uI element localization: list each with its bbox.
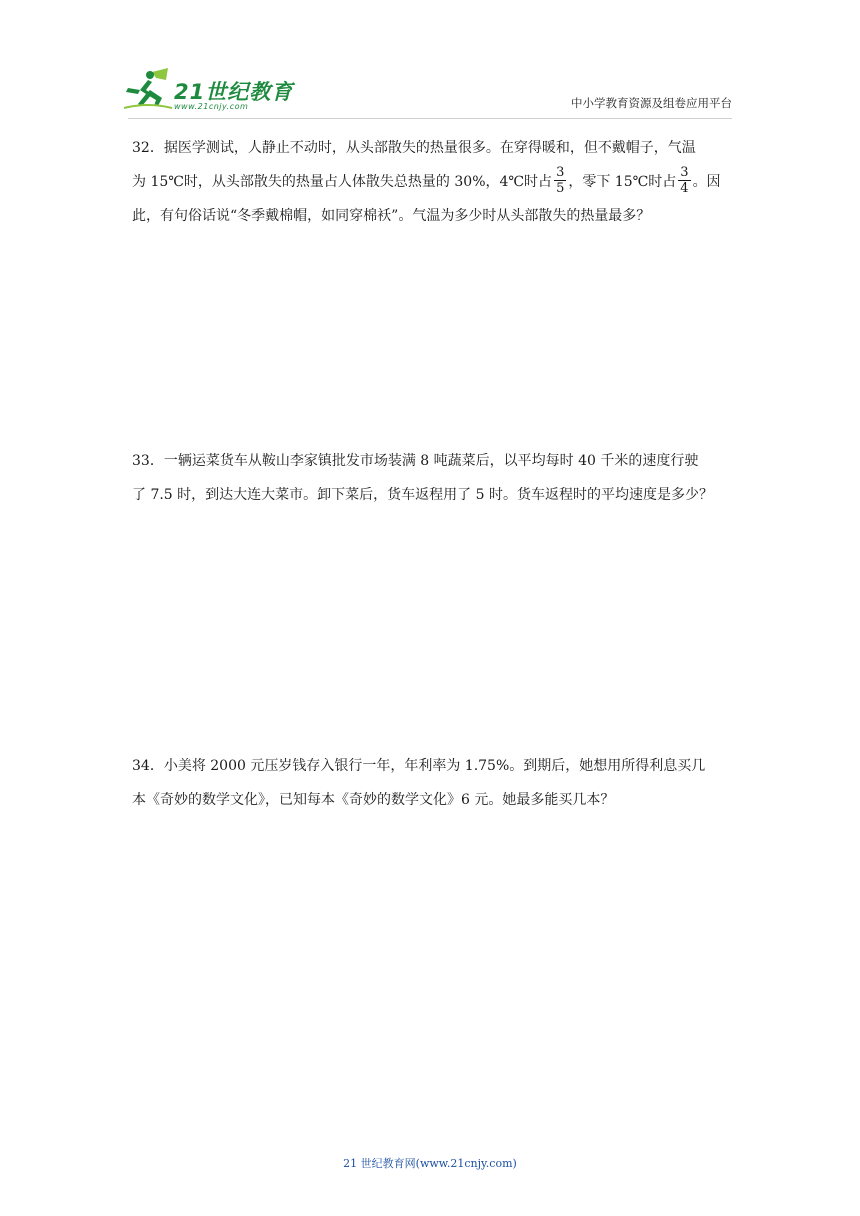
site-logo[interactable] bbox=[122, 66, 302, 114]
page-footer[interactable]: 21 世纪教育网(www.21cnjy.com) bbox=[343, 1157, 517, 1170]
question-text-line: 32．据医学测试，人静止不动时，从头部散失的热量很多。在穿得暖和，但不戴帽子，气温 bbox=[132, 140, 696, 156]
runner-logo-icon bbox=[122, 66, 174, 114]
fraction-numerator: 3 bbox=[556, 164, 565, 180]
header-divider bbox=[128, 118, 732, 119]
question-text-line: 33．一辆运菜货车从鞍山李家镇批发市场装满 8 吨蔬菜后，以平均每时 40 千米的速度行驶 bbox=[132, 453, 699, 469]
question-text-line: 了 7.5 时，到达大连大菜市。卸下菜后，货车返程用了 5 时。货车返程时的平均速度是多少？ bbox=[132, 487, 713, 503]
question-32 bbox=[132, 131, 734, 233]
question-text-line bbox=[132, 165, 734, 199]
question-33 bbox=[132, 444, 734, 512]
logo-url: www.21cnjy.com bbox=[174, 102, 249, 111]
question-text-line: 34．小美将 2000 元压岁钱存入银行一年，年利率为 1.75%。到期后，她想用所得利息买几 bbox=[132, 758, 706, 774]
platform-name: 中小学教育资源及组卷应用平台 bbox=[571, 96, 732, 110]
question-text-segment: 为 15℃时，从头部散失的热量占人体散失总热量的 30%，4℃时占 bbox=[132, 174, 553, 190]
question-text-line: 此，有句俗话说“冬季戴棉帽，如同穿棉袄”。气温为多少时从头部散失的热量最多？ bbox=[132, 208, 651, 224]
fraction-numerator: 3 bbox=[680, 164, 689, 180]
fraction-denominator: 4 bbox=[680, 180, 689, 196]
page-header bbox=[0, 0, 860, 120]
question-34 bbox=[132, 749, 734, 817]
fraction-denominator: 5 bbox=[556, 180, 565, 196]
fraction-3-5 bbox=[554, 165, 566, 196]
question-text-line: 本《奇妙的数学文化》，已知每本《奇妙的数学文化》6 元。她最多能买几本？ bbox=[132, 792, 615, 808]
question-text-segment: ，零下 15℃时占 bbox=[568, 174, 677, 190]
logo-text: 21世纪教育 bbox=[174, 80, 294, 104]
fraction-3-4 bbox=[678, 165, 690, 196]
question-text-segment: 。因 bbox=[692, 174, 721, 190]
